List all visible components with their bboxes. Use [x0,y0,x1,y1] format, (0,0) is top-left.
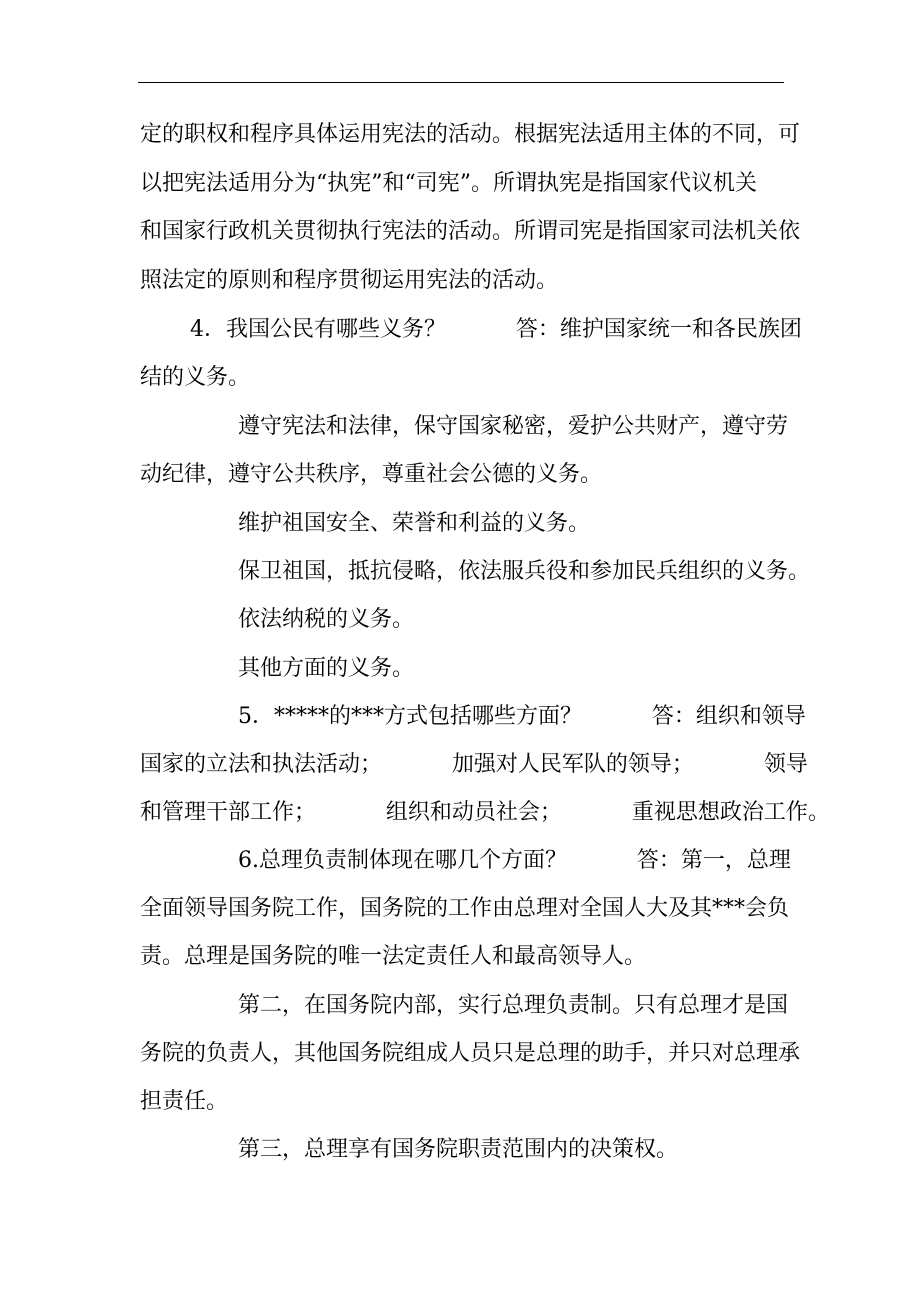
text-line: 国家的立法和执法活动； 加强对人民军队的领导； 领导 [140,752,808,777]
text-line: 依法纳税的义务。 [238,607,415,632]
text-line: 和管理干部工作； 组织和动员社会； 重视思想政治工作。 [140,800,830,825]
text-line: 遵守宪法和法律，保守国家秘密，爱护公共财产，遵守劳 [238,414,789,439]
text-line: 第二，在国务院内部，实行总理负责制。只有总理才是国 [238,993,789,1018]
text-line: 全面领导国务院工作，国务院的工作由总理对全国人大及其***会负 [140,896,790,921]
text-line: 结的义务。 [140,365,251,390]
text-line: 照法定的原则和程序贯彻运用宪法的活动。 [140,268,559,293]
question-4: 4．我国公民有哪些义务？ 答：维护国家统一和各民族团 [190,317,802,342]
text-line: 担责任。 [140,1089,229,1114]
text-line: 动纪律，遵守公共秩序，尊重社会公德的义务。 [140,462,603,487]
text-line: 第三，总理享有国务院职责范围内的决策权。 [238,1137,679,1162]
text-line: 和国家行政机关贯彻执行宪法的活动。所谓司宪是指国家司法机关依 [140,219,801,244]
text-line: 定的职权和程序具体运用宪法的活动。根据宪法适用主体的不同，可 [140,122,801,147]
text-line: 务院的负责人，其他国务院组成人员只是总理的助手，并只对总理承 [140,1041,801,1066]
text-line: 以把宪法适用分为“执宪”和“司宪”。所谓执宪是指国家代议机关 [140,171,757,196]
text-line: 其他方面的义务。 [238,656,415,681]
text-line: 责。总理是国务院的唯一法定责任人和最高领导人。 [140,944,647,969]
question-5: 5．*****的***方式包括哪些方面？ 答：组织和领导 [238,704,806,729]
header-rule [138,82,784,83]
question-6: 6.总理负责制体现在哪几个方面？ 答：第一，总理 [238,848,791,873]
text-line: 保卫祖国，抵抗侵略，依法服兵役和参加民兵组织的义务。 [238,559,811,584]
text-line: 维护祖国安全、荣誉和利益的义务。 [238,511,591,536]
